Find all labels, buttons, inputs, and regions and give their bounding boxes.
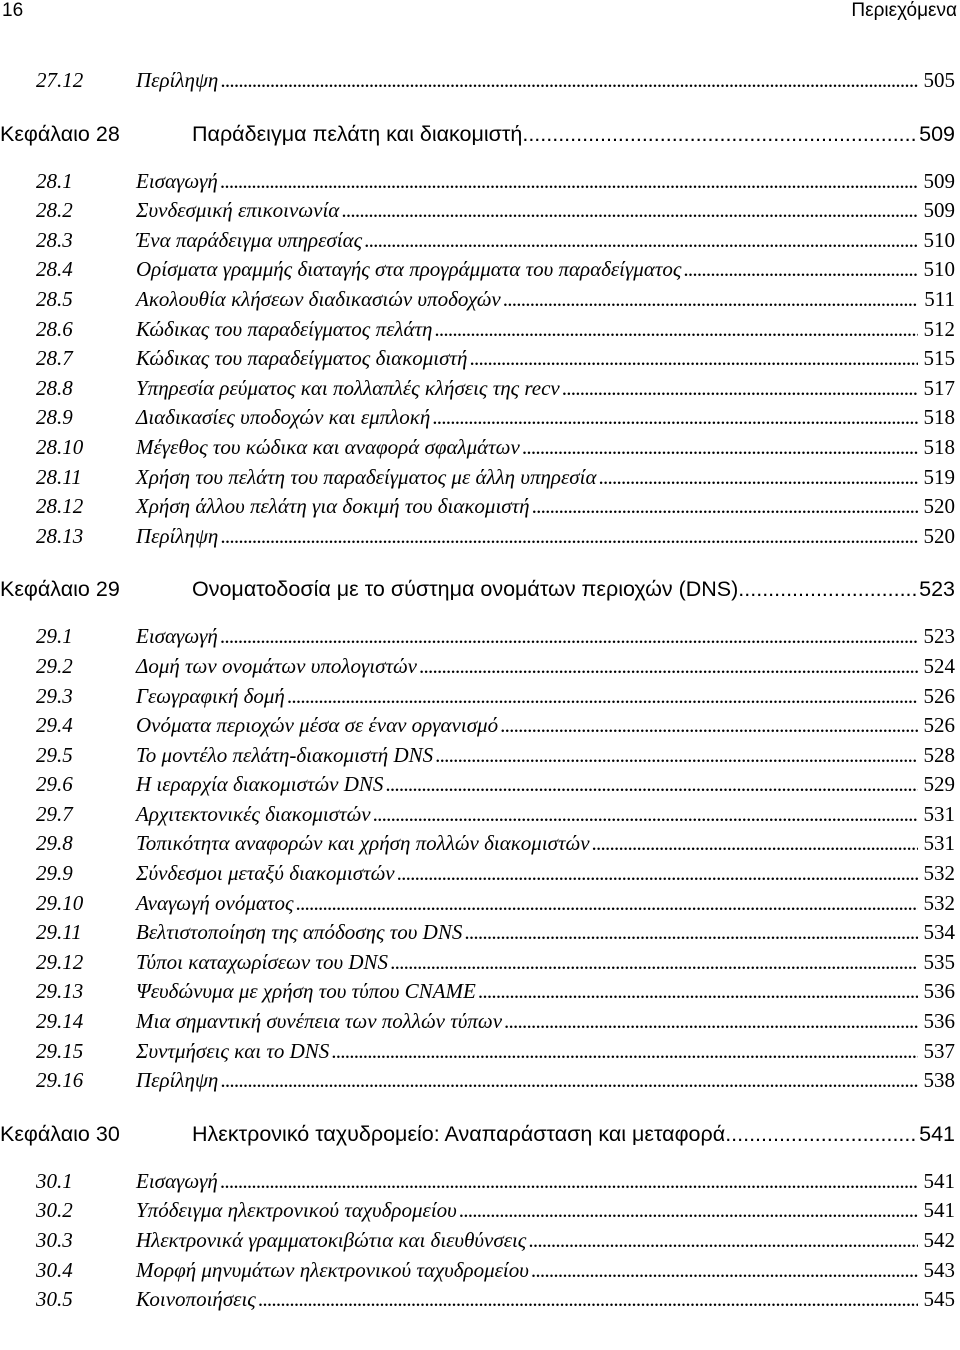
section-page: 519 <box>918 463 956 493</box>
section-title: Γεωγραφική δομή <box>136 682 287 712</box>
dot-leader <box>419 652 918 682</box>
toc-entry[interactable] <box>0 167 955 197</box>
dot-leader <box>592 829 918 859</box>
section-number: 28.13 <box>36 523 84 548</box>
toc-entry[interactable] <box>0 1066 955 1096</box>
section-title: Ακολουθία κλήσεων διαδικασιών υποδοχών <box>136 285 503 315</box>
section-number: 29.1 <box>36 624 73 649</box>
section-title: Αναγωγή ονόματος <box>136 889 295 919</box>
chapter-heading[interactable] <box>0 1115 955 1153</box>
section-number: 30.4 <box>36 1257 73 1282</box>
section-title: Υπηρεσία ρεύματος και πολλαπλές κλήσεις της recv <box>136 374 562 404</box>
toc-entry[interactable] <box>0 1226 955 1256</box>
section-title: Περίληψη <box>136 66 220 96</box>
section-title: Υπόδειγμα ηλεκτρονικού ταχυδρομείου <box>136 1196 459 1226</box>
section-number: 29.12 <box>36 949 84 974</box>
section-page: 528 <box>918 741 956 771</box>
section-number: 29.14 <box>36 1009 84 1034</box>
section-number: 30.3 <box>36 1228 73 1252</box>
section-page: 536 <box>918 977 956 1007</box>
section-title: Εισαγωγή <box>136 167 220 197</box>
section-page: 517 <box>918 374 956 404</box>
section-page: 510 <box>918 255 956 285</box>
dot-leader <box>220 1066 917 1096</box>
section-number: 29.6 <box>36 772 73 797</box>
section-number: 30.1 <box>36 1168 73 1193</box>
section-page: 541 <box>918 1167 956 1197</box>
dot-leader <box>683 255 917 285</box>
section-number: 28.12 <box>36 494 84 519</box>
toc-entry[interactable] <box>0 522 955 552</box>
section-number: 28.9 <box>36 405 73 430</box>
dot-leader <box>220 66 917 96</box>
dot-leader <box>528 1226 917 1256</box>
dot-leader <box>220 1167 918 1197</box>
section-page: 515 <box>918 344 956 374</box>
chapter-page: 523 <box>919 577 955 602</box>
section-number: 29.11 <box>36 920 82 945</box>
toc-entry[interactable] <box>0 977 955 1007</box>
dot-leader <box>562 374 918 404</box>
chapter-title: Παράδειγμα πελάτη και διακομιστή <box>192 121 523 146</box>
page-number: 16 <box>2 0 24 21</box>
toc-entry[interactable] <box>0 226 955 256</box>
section-title: Διαδικασίες υποδοχών και εμπλοκή <box>136 403 432 433</box>
section-title: Εισαγωγή <box>136 1167 220 1197</box>
section-page: 536 <box>918 1007 956 1037</box>
section-page: 512 <box>918 315 956 345</box>
toc-entry[interactable] <box>0 918 955 948</box>
section-number: 28.3 <box>36 227 73 252</box>
toc-entry[interactable] <box>0 711 955 741</box>
toc-entry[interactable] <box>0 1285 955 1315</box>
section-number: 28.4 <box>36 257 73 282</box>
chapter-title: Ονοματοδοσία με το σύστημα ονομάτων περιοχών (DNS) <box>192 577 739 602</box>
section-page: 505 <box>918 66 956 96</box>
section-title: Ένα παράδειγμα υπηρεσίας <box>136 226 364 256</box>
section-title: Ορίσματα γραμμής διαταγής στα προγράμματα του παραδείγματος <box>136 255 683 285</box>
section-page: 518 <box>918 403 956 433</box>
dot-leader <box>287 682 918 712</box>
section-page: 529 <box>918 770 956 800</box>
toc-entry[interactable] <box>0 196 955 226</box>
toc-entry[interactable] <box>0 344 955 374</box>
section-page: 520 <box>918 492 956 522</box>
toc-entry[interactable] <box>0 800 955 830</box>
dot-leader <box>503 285 919 315</box>
toc-entry[interactable] <box>0 1037 955 1067</box>
section-number: 28.10 <box>36 434 84 459</box>
section-page: 532 <box>918 889 956 919</box>
section-title: Συνδεσμική επικοινωνία <box>136 196 341 226</box>
toc-entry[interactable] <box>0 622 955 652</box>
section-number: 28.7 <box>36 346 73 371</box>
dot-leader <box>464 918 917 948</box>
section-page: 511 <box>918 285 955 315</box>
dot-leader <box>331 1037 917 1067</box>
section-title: Χρήση άλλου πελάτη για δοκιμή του διακομιστή <box>136 492 532 522</box>
section-number: 27.12 <box>36 68 84 92</box>
toc-entry[interactable] <box>0 652 955 682</box>
chapter-heading[interactable] <box>0 115 955 153</box>
section-title: Ονόματα περιοχών μέσα σε έναν οργανισμό <box>136 711 500 741</box>
dot-leader <box>397 859 918 889</box>
toc-entry[interactable] <box>0 492 955 522</box>
section-title: Η ιεραρχία διακομιστών DNS <box>136 770 385 800</box>
dot-leader <box>220 522 917 552</box>
section-page: 520 <box>918 522 956 552</box>
section-title: Τύποι καταχωρίσεων του DNS <box>136 948 390 978</box>
section-page: 526 <box>918 711 956 741</box>
toc-entry[interactable] <box>0 1167 955 1197</box>
section-number: 28.2 <box>36 198 73 223</box>
section-number: 29.5 <box>36 742 73 767</box>
toc-entry[interactable] <box>0 770 955 800</box>
dot-leader <box>504 1007 917 1037</box>
section-page: 542 <box>918 1226 956 1256</box>
section-title: Κοινοποιήσεις <box>136 1285 258 1315</box>
chapter-label: Κεφάλαιο 30 <box>0 1121 120 1146</box>
section-number: 28.5 <box>36 286 73 311</box>
section-title: Εισαγωγή <box>136 622 220 652</box>
section-title: Συντμήσεις και το DNS <box>136 1037 331 1067</box>
section-page: 543 <box>918 1256 956 1286</box>
section-page: 510 <box>918 226 956 256</box>
section-page: 509 <box>918 167 956 197</box>
dot-leader <box>725 1115 917 1153</box>
chapter-label: Κεφάλαιο 28 <box>0 121 120 146</box>
toc-entry[interactable] <box>0 741 955 771</box>
toc-entry[interactable] <box>0 285 955 315</box>
chapter-heading[interactable] <box>0 570 955 608</box>
dot-leader <box>500 711 917 741</box>
toc-entry[interactable] <box>0 948 955 978</box>
running-title: Περιεχόμενα <box>851 0 957 21</box>
section-page: 518 <box>918 433 956 463</box>
dot-leader <box>532 492 918 522</box>
section-page: 532 <box>918 859 956 889</box>
section-number: 29.2 <box>36 653 73 678</box>
dot-leader <box>258 1285 918 1315</box>
section-number: 28.6 <box>36 316 73 341</box>
dot-leader <box>373 800 918 830</box>
dot-leader <box>434 315 917 345</box>
dot-leader <box>390 948 917 978</box>
dot-leader <box>220 622 918 652</box>
dot-leader <box>364 226 917 256</box>
section-number: 28.11 <box>36 464 82 489</box>
section-title: Κώδικας του παραδείγματος πελάτη <box>136 315 434 345</box>
section-page: 526 <box>918 682 956 712</box>
toc-entry[interactable] <box>0 255 955 285</box>
section-number: 29.13 <box>36 979 84 1004</box>
section-number: 29.9 <box>36 861 73 886</box>
chapter-label: Κεφάλαιο 29 <box>0 577 120 602</box>
toc-entry[interactable] <box>0 859 955 889</box>
section-title: Περίληψη <box>136 522 220 552</box>
chapter-title: Ηλεκτρονικό ταχυδρομείο: Αναπαράσταση και μεταφορά <box>192 1121 726 1146</box>
section-number: 29.10 <box>36 890 84 915</box>
chapter-page: 541 <box>919 1121 955 1146</box>
dot-leader <box>432 403 917 433</box>
dot-leader <box>295 889 917 919</box>
section-page: 538 <box>918 1066 956 1096</box>
section-title: Κώδικας του παραδείγματος διακομιστή <box>136 344 469 374</box>
dot-leader <box>738 570 917 608</box>
section-page: 531 <box>918 829 956 859</box>
section-title: Το μοντέλο πελάτη-διακομιστή DNS <box>136 741 435 771</box>
table-of-contents <box>0 66 955 1315</box>
section-title: Περίληψη <box>136 1066 220 1096</box>
section-number: 28.8 <box>36 375 73 400</box>
section-title: Μια σημαντική συνέπεια των πολλών τύπων <box>136 1007 504 1037</box>
section-number: 29.16 <box>36 1068 84 1093</box>
section-number: 30.2 <box>36 1198 73 1223</box>
section-number: 29.8 <box>36 831 73 856</box>
dot-leader <box>220 167 918 197</box>
dot-leader <box>522 433 918 463</box>
running-header <box>0 0 960 26</box>
dot-leader <box>522 115 917 153</box>
toc-entry[interactable] <box>0 315 955 345</box>
toc-entry[interactable] <box>0 374 955 404</box>
toc-entry[interactable] <box>0 889 955 919</box>
section-number: 30.5 <box>36 1287 73 1312</box>
section-page: 541 <box>918 1196 956 1226</box>
section-title: Ηλεκτρονικά γραμματοκιβώτια και διευθύνσεις <box>136 1226 528 1256</box>
section-page: 531 <box>918 800 956 830</box>
section-number: 29.4 <box>36 713 73 738</box>
section-title: Μορφή μηνυμάτων ηλεκτρονικού ταχυδρομείου <box>136 1256 531 1286</box>
toc-entry[interactable] <box>0 403 955 433</box>
section-page: 535 <box>918 948 956 978</box>
toc-entry[interactable] <box>0 433 955 463</box>
section-title: Ψευδώνυμα με χρήση του τύπου CNAME <box>136 977 478 1007</box>
section-title: Δομή των ονομάτων υπολογιστών <box>136 652 419 682</box>
chapter-page: 509 <box>919 121 955 146</box>
toc-entry[interactable] <box>0 682 955 712</box>
dot-leader <box>385 770 917 800</box>
section-number: 28.1 <box>36 168 73 193</box>
dot-leader <box>478 977 918 1007</box>
section-number: 29.3 <box>36 683 73 708</box>
section-page: 545 <box>918 1285 956 1315</box>
toc-entry[interactable] <box>0 463 955 493</box>
dot-leader <box>469 344 917 374</box>
section-page: 537 <box>918 1037 956 1067</box>
section-title: Βελτιστοποίηση της απόδοσης του DNS <box>136 918 464 948</box>
section-number: 29.15 <box>36 1038 84 1063</box>
section-page: 523 <box>918 622 956 652</box>
dot-leader <box>599 463 918 493</box>
section-title: Μέγεθος του κώδικα και αναφορά σφαλμάτων <box>136 433 522 463</box>
section-title: Χρήση του πελάτη του παραδείγματος με άλλη υπηρεσία <box>136 463 599 493</box>
toc-entry[interactable] <box>0 1007 955 1037</box>
toc-entry[interactable] <box>0 1256 955 1286</box>
section-title: Τοπικότητα αναφορών και χρήση πολλών διακομιστών <box>136 829 592 859</box>
dot-leader <box>531 1256 918 1286</box>
dot-leader <box>435 741 917 771</box>
toc-entry[interactable] <box>0 829 955 859</box>
section-title: Σύνδεσμοι μεταξύ διακομιστών <box>136 859 397 889</box>
dot-leader <box>459 1196 918 1226</box>
dot-leader <box>341 196 917 226</box>
section-page: 524 <box>918 652 956 682</box>
section-page: 534 <box>918 918 956 948</box>
section-title: Αρχιτεκτονικές διακομιστών <box>136 800 373 830</box>
section-page: 509 <box>918 196 956 226</box>
toc-entry[interactable] <box>0 66 955 96</box>
section-number: 29.7 <box>36 801 73 826</box>
toc-entry[interactable] <box>0 1196 955 1226</box>
